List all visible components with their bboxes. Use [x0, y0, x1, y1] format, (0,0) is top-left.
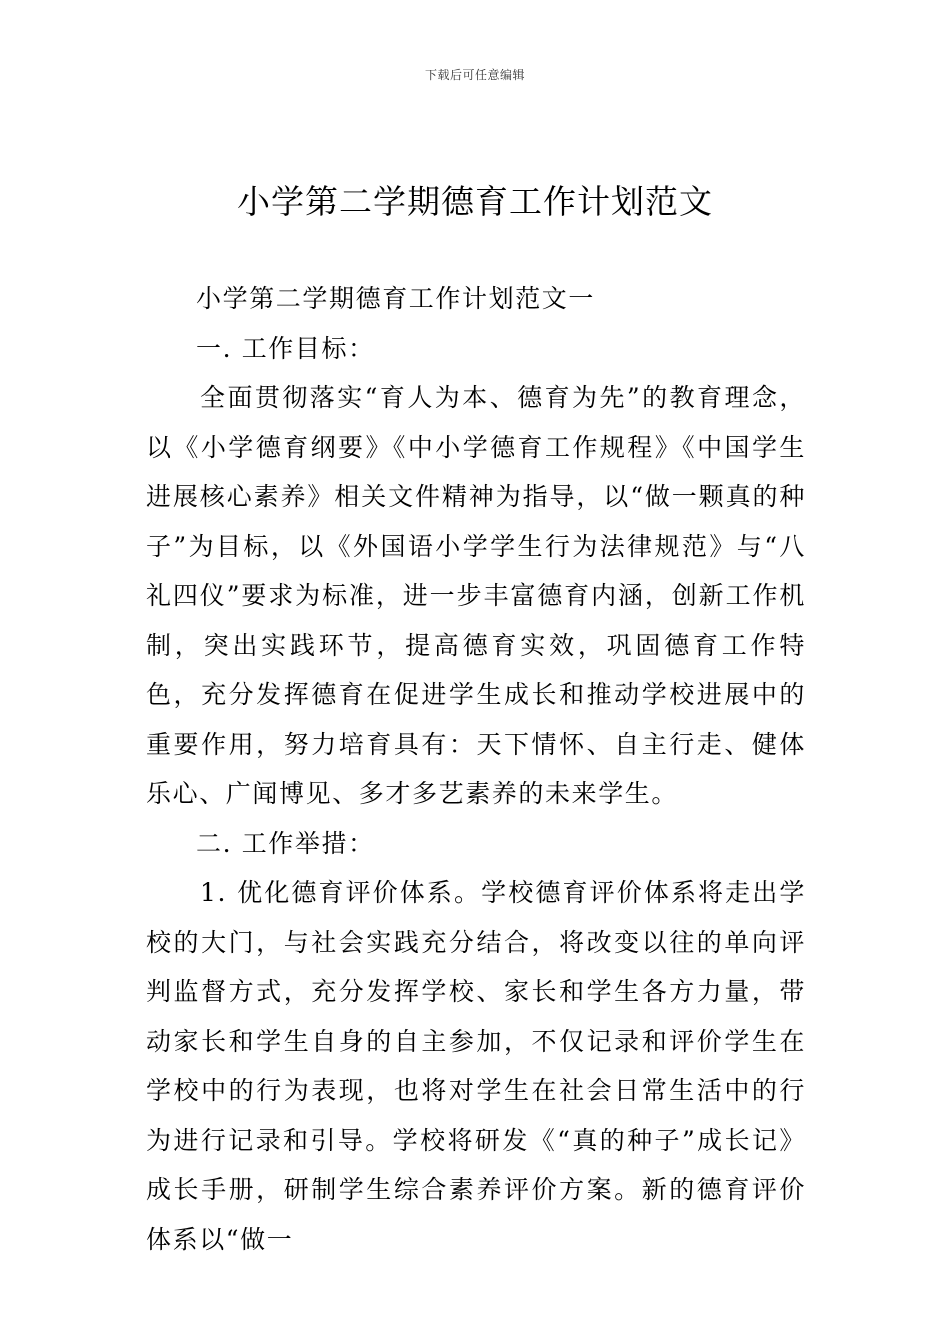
paragraph-goals: 全面贯彻落实“育人为本、德育为先”的教育理念，以《小学德育纲要》《中小学德育工作规程》《中国学生进展核心素养》相关文件精神为指导，以“做一颗真的种子”为目标，以《外国语小学学生行为法律规范》与“八礼四仪”要求为标准，进一步丰富德育内涵，创新工作机制，突出实践环节，提高德育实效，巩固德育工作特色，充分发挥德育在促进学生成长和推动学校进展中的重要作用，努力培育具有：天下情怀、自主行走、健体乐心、广闻博见、多才多艺素养的未来学生。	[146, 383, 806, 808]
document-title: 小学第二学期德育工作计划范文	[237, 182, 713, 221]
page-header-note: 下载后可任意编辑	[424, 68, 525, 82]
paragraph-measures: 1. 优化德育评价体系。学校德育评价体系将走出学校的大门，与社会实践充分结合，将改变以往的单向评判监督方式，充分发挥学校、家长和学生各方力量，带动家长和学生自身的自主参加，不仅记录和评价学生在学校中的行为表现，也将对学生在社会日常生活中的行为进行记录和引导。学校将研发《“真的种子”成长记》成长手册，研制学生综合素养评价方案。新的德育评价体系以“做一	[146, 878, 806, 1254]
section-heading-goals: 一. 工作目标：	[196, 333, 375, 363]
document-body	[146, 274, 806, 1264]
section-heading-measures: 二. 工作举措：	[196, 828, 375, 858]
document-subtitle: 小学第二学期德育工作计划范文一	[196, 284, 596, 313]
